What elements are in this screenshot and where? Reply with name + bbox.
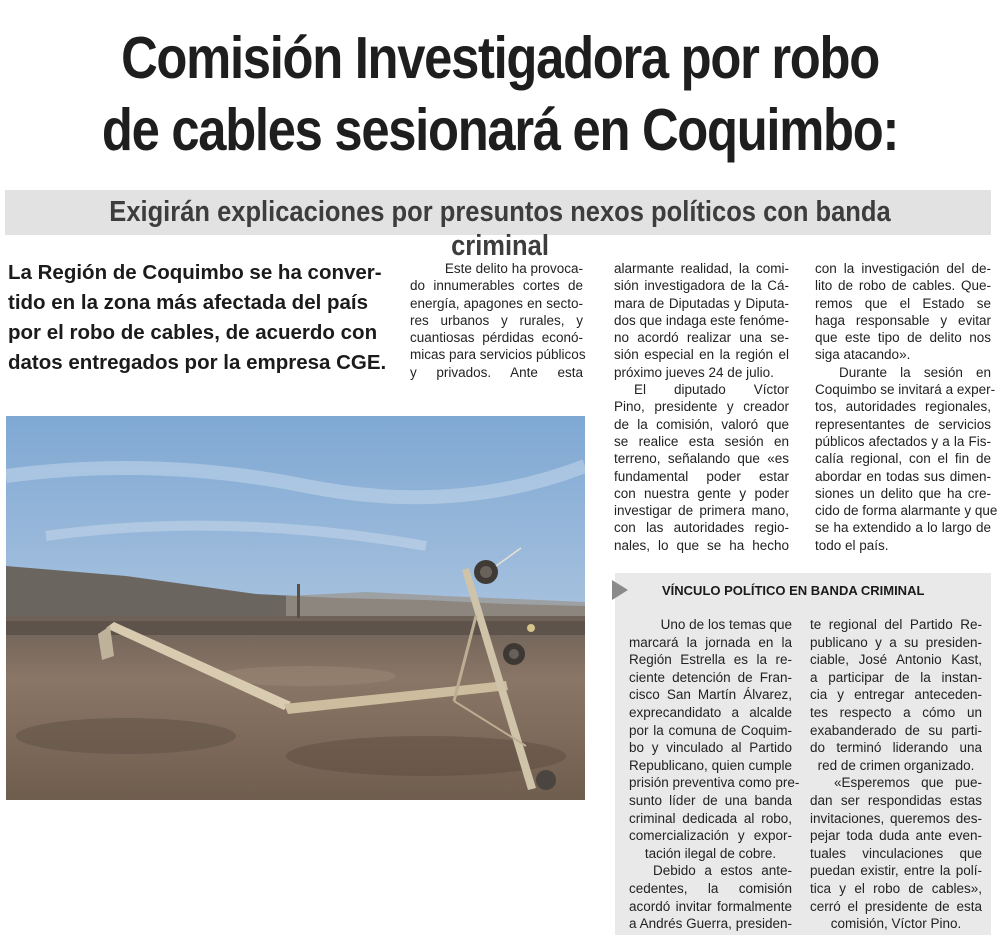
text-line: a Andrés Guerra, presiden- bbox=[629, 916, 792, 932]
headline bbox=[70, 22, 930, 166]
text-line: te regional del Partido Re- bbox=[810, 617, 982, 632]
text-line: siga atacando». bbox=[815, 347, 911, 363]
triangle-bullet-icon bbox=[612, 580, 628, 600]
text-line: criminal dedicada al robo, bbox=[629, 810, 792, 826]
text-line: abordar en todas sus dimen- bbox=[815, 468, 991, 484]
text-line: tuales vinculaciones que bbox=[810, 845, 982, 861]
text-line: se ha extendido a lo largo de bbox=[815, 520, 991, 536]
text-line: comercialización y expor- bbox=[629, 828, 792, 844]
text-line: El diputado Víctor bbox=[634, 382, 789, 398]
text-line: ciente detención de Fran- bbox=[629, 669, 792, 685]
text-line: ciable, José Antonio Kast, bbox=[810, 652, 982, 668]
text-line: Coquimbo se invitará a exper- bbox=[815, 382, 996, 398]
text-line: Pino, presidente y creador bbox=[614, 399, 789, 415]
text-line: Durante la sesión en bbox=[839, 364, 991, 380]
text-line: y privados. Ante esta bbox=[410, 364, 583, 380]
text-line: sión investigadora de la Cá- bbox=[614, 278, 789, 294]
text-line: tación ilegal de cobre. bbox=[644, 845, 777, 861]
text-line: tes respecto a cómo un bbox=[810, 704, 982, 720]
text-line: siones un delito que ha cre- bbox=[815, 485, 991, 501]
text-line: sión especial en la región el bbox=[614, 347, 789, 363]
text-line: no acordó realizar una se- bbox=[614, 330, 789, 346]
text-line: prisión preventiva como pre- bbox=[629, 775, 800, 791]
text-line: próximo jueves 24 de julio. bbox=[614, 364, 774, 380]
text-line: micas para servicios públicos bbox=[410, 347, 586, 363]
text-line: publicano y a su presiden- bbox=[810, 634, 982, 650]
text-line: que este tipo de delito nos bbox=[815, 330, 991, 346]
text-line: mara de Diputadas y Diputa- bbox=[614, 295, 789, 311]
sidebar-box-title: VÍNCULO POLÍTICO EN BANDA CRIMINAL bbox=[662, 583, 925, 598]
text-line: a participar de la instan- bbox=[810, 669, 982, 685]
article-column-4 bbox=[815, 260, 998, 554]
text-line: red de crimen organizado. bbox=[817, 757, 975, 773]
text-line: lito de robo de cables. Que- bbox=[815, 278, 991, 294]
text-line: dan ser respondidas estas bbox=[810, 792, 982, 808]
text-line: do terminó liderando una bbox=[810, 740, 982, 756]
text-line: Región Estrella es la re- bbox=[629, 652, 792, 668]
text-line: se realice esta sesión en bbox=[614, 433, 789, 449]
text-line: pejar toda duda ante even- bbox=[810, 828, 982, 844]
text-line: con nuestra gente y poder bbox=[614, 485, 789, 501]
text-line: dos que indaga este fenóme- bbox=[614, 312, 789, 328]
text-line: cisco San Martín Álvarez, bbox=[629, 687, 792, 703]
fallen-power-pole-photo bbox=[6, 416, 585, 800]
text-line: todo el país. bbox=[815, 537, 889, 553]
text-line: representantes de servicios bbox=[815, 416, 991, 432]
text-line: do innumerables cortes de bbox=[410, 278, 583, 294]
sidebar-column-a bbox=[629, 616, 800, 933]
text-line: con las autoridades regio- bbox=[614, 520, 789, 536]
text-line: cedentes, la comisión bbox=[629, 880, 792, 896]
text-line: res urbanos y rurales, y bbox=[410, 312, 583, 328]
text-line: comisión, Víctor Pino. bbox=[830, 916, 962, 932]
text-line: bo y vinculado al Partido bbox=[629, 740, 792, 756]
article-column-3 bbox=[614, 260, 789, 554]
text-line: marcará la jornada en la bbox=[629, 634, 792, 650]
text-line: Uno de los temas que bbox=[660, 617, 792, 632]
text-line: terreno, señalando que «es bbox=[614, 451, 789, 467]
text-line: Republicano, quien cumple bbox=[629, 757, 792, 773]
text-line: cido de forma alarmante y que bbox=[815, 503, 998, 519]
text-line: energía, apagones en secto- bbox=[410, 295, 583, 311]
text-line: exabanderado de su parti- bbox=[810, 722, 982, 738]
text-line: Debido a estos ante- bbox=[653, 863, 792, 879]
text-line: remos que el Estado se bbox=[815, 295, 991, 311]
text-line: acordó invitar formalmente bbox=[629, 898, 792, 914]
headline-line-2: de cables sesionará en Coquimbo: bbox=[101, 97, 899, 163]
text-line: fundamental poder estar bbox=[614, 468, 789, 484]
sidebar-column-b bbox=[810, 616, 982, 933]
text-line: de la comisión, valoró que bbox=[614, 416, 789, 432]
text-line: haga responsable y evitar bbox=[815, 312, 991, 328]
text-line: nales, lo que se ha hecho bbox=[614, 537, 789, 553]
text-line: investigar de primera mano, bbox=[614, 503, 789, 519]
text-line: tos, autoridades regionales, bbox=[815, 399, 991, 415]
text-line: públicos afectados y a la Fis- bbox=[815, 433, 991, 449]
text-line: por la comuna de Coquim- bbox=[629, 722, 792, 738]
headline-line-1: Comisión Investigadora por robo bbox=[121, 25, 879, 91]
text-line: alarmante realidad, la comi- bbox=[614, 261, 789, 276]
text-line: cuantiosas pérdidas econó- bbox=[410, 330, 583, 346]
text-line: sunto líder de una banda bbox=[629, 792, 792, 808]
text-line: cerró el presidente de esta bbox=[810, 898, 982, 914]
text-line: exprecandidato a alcalde bbox=[629, 704, 792, 720]
text-line: calía regional, con el fin de bbox=[815, 451, 991, 467]
text-line: «Esperemos que pue- bbox=[834, 775, 982, 791]
lead-line: datos entregados por la empresa CGE. bbox=[8, 351, 387, 374]
lead-line: La Región de Coquimbo se ha conver- bbox=[8, 261, 382, 284]
text-line: puedan existir, entre la polí- bbox=[810, 863, 982, 879]
text-line: invitaciones, queremos des- bbox=[810, 810, 982, 826]
lead-paragraph bbox=[8, 258, 386, 378]
lead-line: tido en la zona más afectada del país bbox=[8, 291, 369, 314]
article-column-2 bbox=[410, 260, 586, 381]
text-line: cia y entregar anteceden- bbox=[810, 687, 982, 703]
subheadline: Exigirán explicaciones por presuntos nexos políticos con banda criminal bbox=[109, 196, 891, 262]
lead-line: por el robo de cables, de acuerdo con bbox=[8, 321, 378, 344]
text-line: Este delito ha provoca- bbox=[444, 261, 583, 276]
text-line: con la investigación del de- bbox=[815, 261, 991, 276]
text-line: tica y el robo de cables», bbox=[810, 880, 982, 896]
